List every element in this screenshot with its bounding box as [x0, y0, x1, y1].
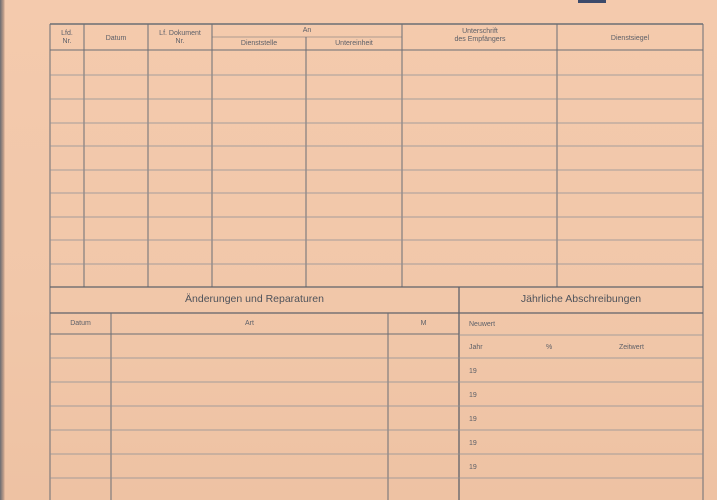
year-prefix-3: 19: [469, 416, 477, 423]
header-an: An: [302, 27, 312, 34]
jahr-label: Jahr: [469, 344, 483, 351]
header-lfd-nr: Lfd. Nr.: [61, 30, 73, 45]
zeitwert-label: Zeitwert: [619, 344, 644, 351]
header-unterschrift: Unterschrift des Empfängers: [454, 28, 506, 43]
percent-label: %: [546, 344, 553, 351]
header-untereinheit: Untereinheit: [335, 40, 373, 47]
year-prefix-1: 19: [469, 368, 477, 375]
repairs-header-m: M: [420, 320, 427, 327]
year-prefix-5: 19: [469, 464, 477, 471]
neuwert-label: Neuwert: [469, 321, 496, 328]
depreciation-title: Jährliche Abschreibungen: [520, 293, 642, 305]
header-datum: Datum: [105, 35, 127, 42]
header-lfd-dokument-nr: Lf. Dokument Nr.: [159, 30, 201, 45]
repairs-header-datum: Datum: [70, 320, 91, 327]
repairs-title: Änderungen und Reparaturen: [185, 293, 324, 305]
header-dienstsiegel: Dienstsiegel: [610, 35, 650, 42]
header-dienststelle: Dienststelle: [240, 40, 278, 47]
year-prefix-2: 19: [469, 392, 477, 399]
repairs-header-art: Art: [245, 320, 254, 327]
year-prefix-4: 19: [469, 440, 477, 447]
